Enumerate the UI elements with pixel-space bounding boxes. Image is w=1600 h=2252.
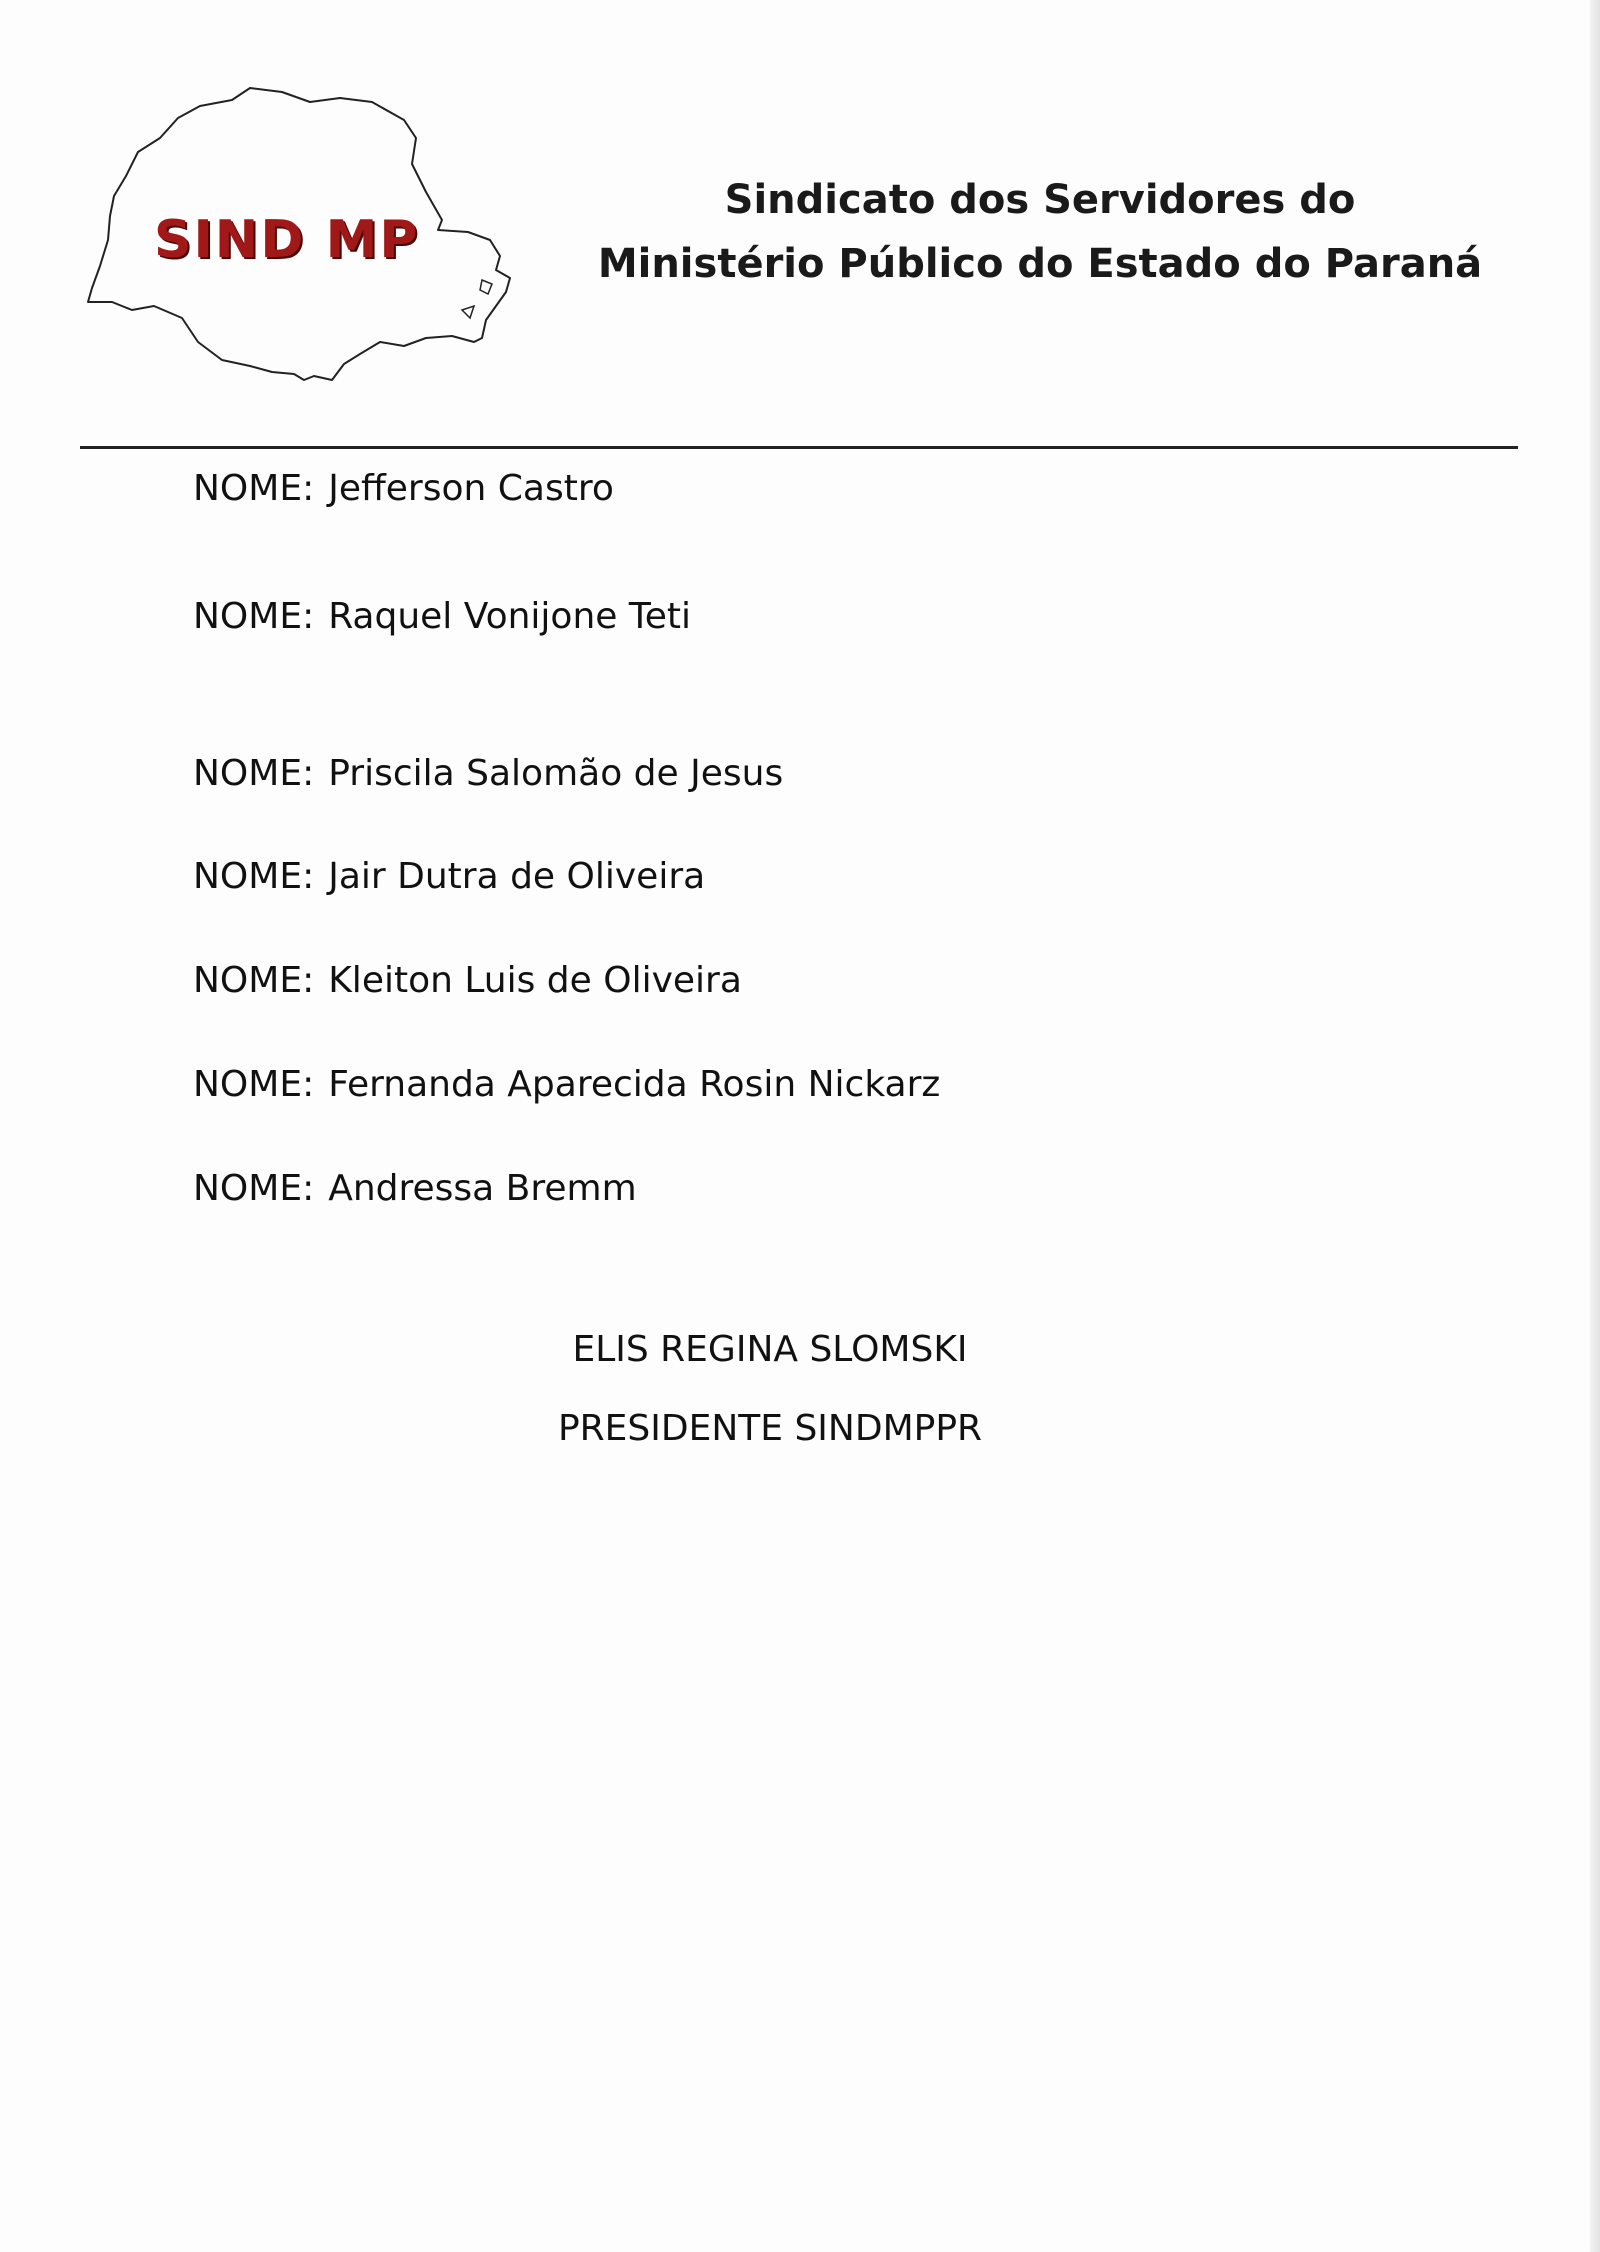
org-name-line-1: Sindicato dos Servidores do xyxy=(724,177,1356,223)
member-label: NOME: xyxy=(193,596,315,637)
member-row xyxy=(193,959,742,1003)
signatory-name: ELIS REGINA SLOMSKI xyxy=(572,1329,968,1370)
member-row xyxy=(193,467,614,511)
member-label: NOME: xyxy=(193,753,315,794)
member-name: Fernanda Aparecida Rosin Nickarz xyxy=(328,1064,941,1105)
page-edge-shadow xyxy=(1590,0,1600,2252)
organization-name xyxy=(560,168,1520,296)
member-label: NOME: xyxy=(193,468,315,509)
member-row xyxy=(193,1063,940,1107)
member-name: Jefferson Castro xyxy=(328,468,614,509)
member-label: NOME: xyxy=(193,1064,315,1105)
header-divider xyxy=(80,446,1518,449)
member-row xyxy=(193,855,705,899)
member-label: NOME: xyxy=(193,856,315,897)
logo-text: SIND MP xyxy=(154,210,420,270)
member-label: NOME: xyxy=(193,1168,315,1209)
sind-mp-logo xyxy=(82,80,532,400)
member-name: Priscila Salomão de Jesus xyxy=(328,753,784,794)
member-row xyxy=(193,595,691,639)
member-name: Kleiton Luis de Oliveira xyxy=(328,960,742,1001)
member-name: Raquel Vonijone Teti xyxy=(328,596,691,637)
member-row xyxy=(193,1167,637,1211)
signatory-title: PRESIDENTE SINDMPPR xyxy=(557,1408,983,1449)
org-name-line-2: Ministério Público do Estado do Paraná xyxy=(597,241,1483,287)
member-name: Andressa Bremm xyxy=(328,1168,637,1209)
member-row xyxy=(193,752,783,796)
member-label: NOME: xyxy=(193,960,315,1001)
member-name: Jair Dutra de Oliveira xyxy=(328,856,706,897)
